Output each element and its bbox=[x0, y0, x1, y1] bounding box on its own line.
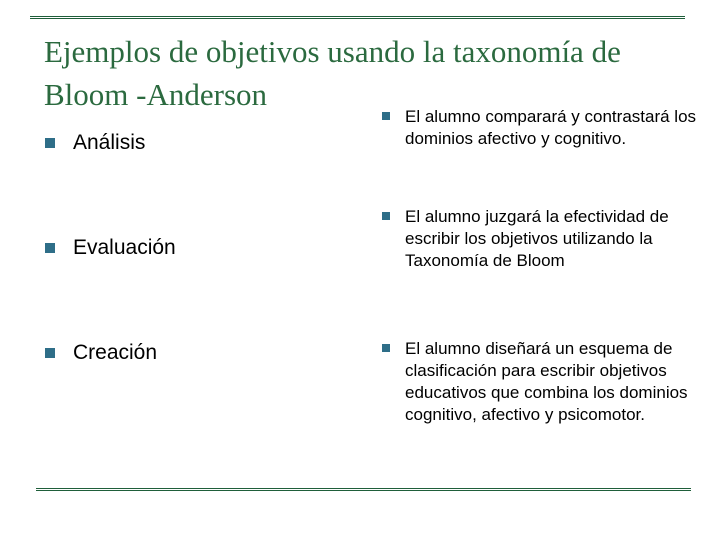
top-divider bbox=[30, 16, 685, 19]
level-label: Creación bbox=[73, 341, 158, 364]
square-bullet-icon bbox=[382, 344, 390, 352]
objective-text: El alumno comparará y contrastará los dominios afectivo y cognitivo. bbox=[405, 107, 697, 148]
level-label: Evaluación bbox=[73, 236, 176, 259]
square-bullet-icon bbox=[382, 212, 390, 220]
objective-item bbox=[382, 106, 701, 150]
level-item-evaluation bbox=[44, 236, 373, 260]
bottom-divider bbox=[36, 488, 691, 491]
square-bullet-icon bbox=[45, 138, 55, 148]
level-item-analysis bbox=[44, 131, 373, 155]
square-bullet-icon bbox=[382, 112, 390, 120]
square-bullet-icon bbox=[45, 348, 55, 358]
objective-item bbox=[382, 338, 701, 426]
level-label: Análisis bbox=[73, 131, 146, 154]
objective-text: El alumno juzgará la efectividad de escribir los objetivos utilizando la Taxonomía de Bloom bbox=[405, 207, 669, 270]
square-bullet-icon bbox=[45, 243, 55, 253]
objective-text: El alumno diseñará un esquema de clasificación para escribir objetivos educativos que combina los dominios cognitivo, afectivo y psicomotor. bbox=[405, 339, 688, 424]
objective-item bbox=[382, 206, 701, 272]
level-item-creation bbox=[44, 341, 373, 365]
slide-title: Ejemplos de objetivos usando la taxonomía de Bloom -Anderson bbox=[44, 34, 621, 112]
